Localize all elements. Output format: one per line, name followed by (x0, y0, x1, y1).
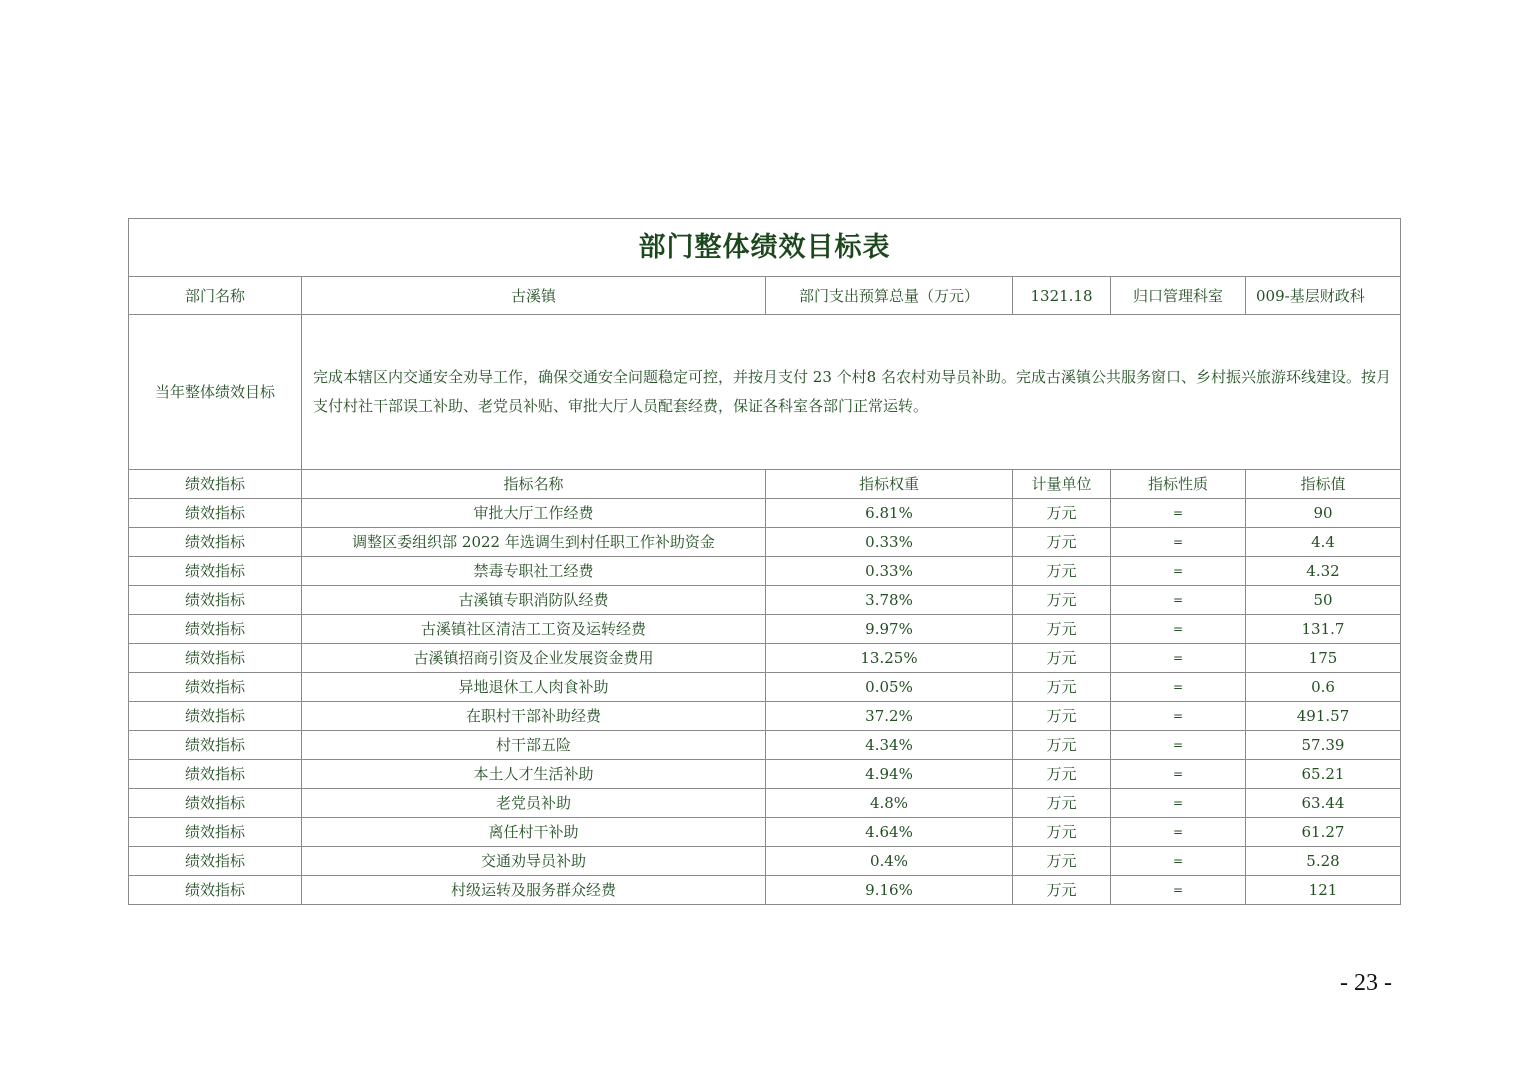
cell-name: 村干部五险 (302, 731, 766, 760)
column-header-row (129, 470, 1401, 499)
cell-unit: 万元 (1013, 644, 1111, 673)
cell-category: 绩效指标 (129, 644, 302, 673)
cell-name: 古溪镇专职消防队经费 (302, 586, 766, 615)
cell-unit: 万元 (1013, 760, 1111, 789)
cell-nature: = (1111, 644, 1246, 673)
cell-value: 65.21 (1246, 760, 1401, 789)
goal-label: 当年整体绩效目标 (129, 315, 302, 470)
table-row (129, 702, 1401, 731)
cell-name: 调整区委组织部 2022 年选调生到村任职工作补助资金 (302, 528, 766, 557)
cell-nature: = (1111, 847, 1246, 876)
cell-nature: = (1111, 557, 1246, 586)
cell-value: 0.6 (1246, 673, 1401, 702)
office-label: 归口管理科室 (1111, 277, 1246, 315)
cell-category: 绩效指标 (129, 557, 302, 586)
cell-weight: 37.2% (766, 702, 1013, 731)
cell-nature: = (1111, 818, 1246, 847)
cell-value: 121 (1246, 876, 1401, 905)
table-row (129, 528, 1401, 557)
cell-name: 在职村干部补助经费 (302, 702, 766, 731)
table-row (129, 847, 1401, 876)
cell-name: 古溪镇招商引资及企业发展资金费用 (302, 644, 766, 673)
cell-category: 绩效指标 (129, 615, 302, 644)
column-header-category: 绩效指标 (129, 470, 302, 499)
cell-value: 50 (1246, 586, 1401, 615)
table-row (129, 644, 1401, 673)
cell-value: 491.57 (1246, 702, 1401, 731)
cell-weight: 6.81% (766, 499, 1013, 528)
column-header-value: 指标值 (1246, 470, 1401, 499)
column-header-name: 指标名称 (302, 470, 766, 499)
cell-name: 本土人才生活补助 (302, 760, 766, 789)
cell-unit: 万元 (1013, 789, 1111, 818)
cell-weight: 4.94% (766, 760, 1013, 789)
table-row (129, 557, 1401, 586)
cell-weight: 0.33% (766, 528, 1013, 557)
cell-nature: = (1111, 528, 1246, 557)
cell-name: 老党员补助 (302, 789, 766, 818)
cell-weight: 4.34% (766, 731, 1013, 760)
cell-weight: 0.05% (766, 673, 1013, 702)
cell-name: 审批大厅工作经费 (302, 499, 766, 528)
cell-name: 异地退休工人肉食补助 (302, 673, 766, 702)
cell-category: 绩效指标 (129, 789, 302, 818)
cell-unit: 万元 (1013, 673, 1111, 702)
cell-unit: 万元 (1013, 818, 1111, 847)
cell-nature: = (1111, 673, 1246, 702)
cell-value: 57.39 (1246, 731, 1401, 760)
cell-category: 绩效指标 (129, 876, 302, 905)
cell-unit: 万元 (1013, 528, 1111, 557)
column-header-weight: 指标权重 (766, 470, 1013, 499)
cell-category: 绩效指标 (129, 499, 302, 528)
table-row (129, 876, 1401, 905)
performance-target-table (128, 218, 1401, 905)
cell-category: 绩效指标 (129, 847, 302, 876)
cell-name: 交通劝导员补助 (302, 847, 766, 876)
cell-weight: 0.4% (766, 847, 1013, 876)
cell-category: 绩效指标 (129, 673, 302, 702)
cell-value: 175 (1246, 644, 1401, 673)
cell-value: 131.7 (1246, 615, 1401, 644)
cell-unit: 万元 (1013, 702, 1111, 731)
cell-category: 绩效指标 (129, 731, 302, 760)
cell-name: 禁毒专职社工经费 (302, 557, 766, 586)
cell-category: 绩效指标 (129, 818, 302, 847)
cell-nature: = (1111, 876, 1246, 905)
cell-weight: 4.8% (766, 789, 1013, 818)
cell-weight: 0.33% (766, 557, 1013, 586)
cell-value: 90 (1246, 499, 1401, 528)
cell-value: 5.28 (1246, 847, 1401, 876)
cell-value: 61.27 (1246, 818, 1401, 847)
cell-name: 村级运转及服务群众经费 (302, 876, 766, 905)
cell-nature: = (1111, 731, 1246, 760)
cell-value: 4.32 (1246, 557, 1401, 586)
cell-weight: 9.16% (766, 876, 1013, 905)
cell-nature: = (1111, 789, 1246, 818)
cell-category: 绩效指标 (129, 702, 302, 731)
info-row (129, 277, 1401, 315)
cell-unit: 万元 (1013, 731, 1111, 760)
dept-name-label: 部门名称 (129, 277, 302, 315)
cell-weight: 9.97% (766, 615, 1013, 644)
table-row (129, 586, 1401, 615)
cell-nature: = (1111, 499, 1246, 528)
cell-unit: 万元 (1013, 499, 1111, 528)
cell-value: 4.4 (1246, 528, 1401, 557)
cell-nature: = (1111, 760, 1246, 789)
cell-unit: 万元 (1013, 876, 1111, 905)
title-row (129, 219, 1401, 277)
table-row (129, 760, 1401, 789)
cell-weight: 4.64% (766, 818, 1013, 847)
cell-category: 绩效指标 (129, 528, 302, 557)
cell-name: 离任村干补助 (302, 818, 766, 847)
cell-nature: = (1111, 615, 1246, 644)
cell-unit: 万元 (1013, 847, 1111, 876)
column-header-unit: 计量单位 (1013, 470, 1111, 499)
office-value: 009-基层财政科 (1246, 277, 1401, 315)
dept-name-value: 古溪镇 (302, 277, 766, 315)
table-row (129, 673, 1401, 702)
column-header-nature: 指标性质 (1111, 470, 1246, 499)
cell-nature: = (1111, 586, 1246, 615)
cell-unit: 万元 (1013, 586, 1111, 615)
cell-name: 古溪镇社区清洁工工资及运转经费 (302, 615, 766, 644)
cell-category: 绩效指标 (129, 760, 302, 789)
page-number: - 23 - (1340, 970, 1392, 996)
cell-unit: 万元 (1013, 615, 1111, 644)
cell-unit: 万元 (1013, 557, 1111, 586)
budget-label: 部门支出预算总量（万元） (766, 277, 1013, 315)
table-row (129, 818, 1401, 847)
table-row (129, 615, 1401, 644)
cell-weight: 3.78% (766, 586, 1013, 615)
goal-row (129, 315, 1401, 470)
table-row (129, 789, 1401, 818)
budget-value: 1321.18 (1013, 277, 1111, 315)
cell-nature: = (1111, 702, 1246, 731)
table-row (129, 731, 1401, 760)
goal-text: 完成本辖区内交通安全劝导工作，确保交通安全问题稳定可控，并按月支付 23 个村8 名农村劝导员补助。完成古溪镇公共服务窗口、乡村振兴旅游环线建设。按月支付村社干部误工补助、老党员补贴、审批大厅人员配套经费，保证各科室各部门正常运转。 (302, 315, 1401, 470)
table-title: 部门整体绩效目标表 (129, 219, 1401, 277)
cell-category: 绩效指标 (129, 586, 302, 615)
cell-value: 63.44 (1246, 789, 1401, 818)
cell-weight: 13.25% (766, 644, 1013, 673)
table-row (129, 499, 1401, 528)
